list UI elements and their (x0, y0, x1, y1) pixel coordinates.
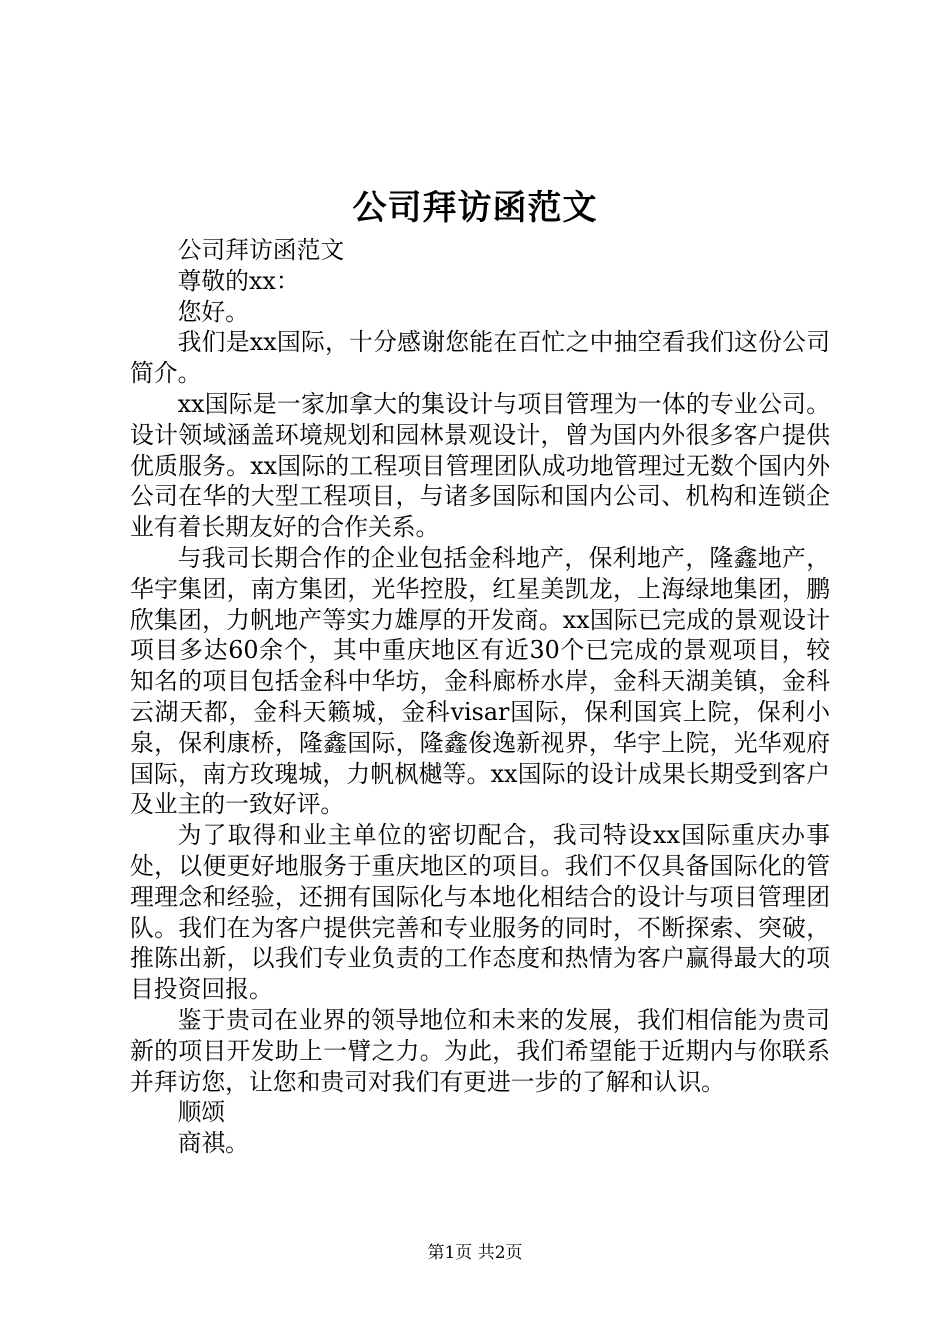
office-paragraph: 为了取得和业主单位的密切配合，我司特设xx国际重庆办事处，以便更好地服务于重庆地区的项目。我们不仅具备国际化的管理理念和经验，还拥有国际化与本地化相结合的设计与项目管理团队。我们在为客户提供完善和专业服务的同时，不断探索、突破，推陈出新，以我们专业负责的工作态度和热情为客户赢得最大的项目投资回报。 (130, 821, 830, 1004)
salutation: 尊敬的xx： (177, 266, 300, 295)
company-paragraph: xx国际是一家加拿大的集设计与项目管理为一体的专业公司。设计领域涵盖环境规划和园林景观设计，曾为国内外很多客户提供优质服务。xx国际的工程项目管理团队成功地管理过无数个国内外公司在华的大型工程项目，与诸多国际和国内公司、机构和连锁企业有着长期友好的合作关系。 (130, 389, 830, 542)
letter-body (130, 235, 830, 1159)
letter-heading-line: 公司拜访函范文 (177, 236, 345, 264)
intro-paragraph: 我们是xx国际，十分感谢您能在百忙之中抽空看我们这份公司简介。 (130, 328, 830, 388)
closing-line: 顺颂 (177, 1098, 226, 1127)
page-title: 公司拜访函范文 (352, 188, 598, 228)
request-paragraph: 鉴于贵司在业界的领导地位和未来的发展，我们相信能为贵司新的项目开发助上一臂之力。为此，我们希望能于近期内与你联系并拜访您，让您和贵司对我们有更进一步的了解和认识。 (130, 1005, 830, 1096)
closing-regards: 商祺。 (177, 1129, 249, 1158)
partners-paragraph: 与我司长期合作的企业包括金科地产，保利地产，隆鑫地产，华宇集团，南方集团，光华控股，红星美凯龙，上海绿地集团，鹏欣集团，力帆地产等实力雄厚的开发商。xx国际已完成的景观设计项目多达60余个，其中重庆地区有近30个已完成的景观项目，较知名的项目包括金科中华坊，金科廊桥水岸，金科天湖美镇，金科云湖天都，金科天籁城，金科visar国际，保利国宾上院，保利小泉，保利康桥，隆鑫国际，隆鑫俊逸新视界，华宇上院，光华观府国际，南方玫瑰城，力帆枫樾等。xx国际的设计成果长期受到客户及业主的一致好评。 (130, 543, 830, 819)
greeting: 您好。 (177, 297, 249, 326)
page-number: 第1页 共2页 (427, 1243, 523, 1263)
